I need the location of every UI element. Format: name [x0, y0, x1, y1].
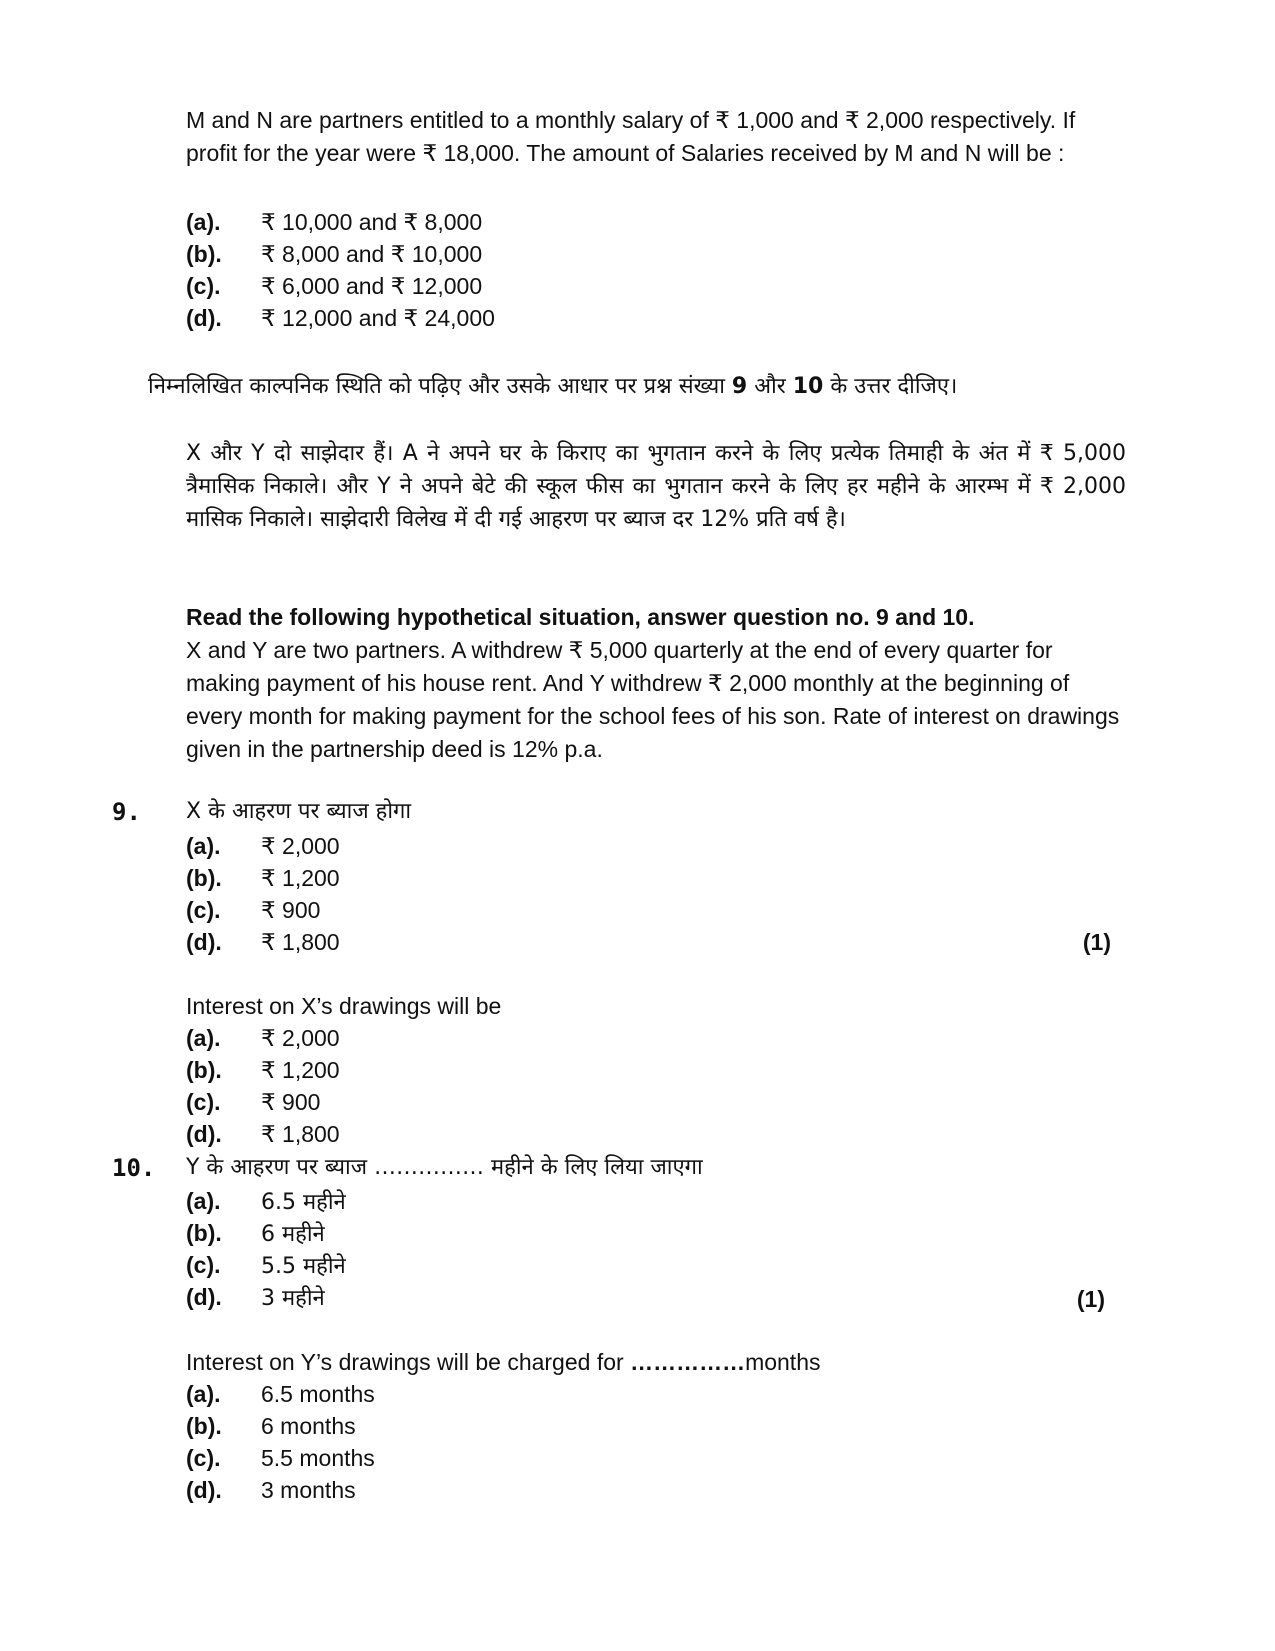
q9-number: 9. — [112, 798, 141, 826]
q9-hindi-option-c: (c). ₹ 900 — [186, 897, 321, 923]
q9-english-option-c: (c). ₹ 900 — [186, 1089, 321, 1115]
q10-english-option-b: (b). 6 months — [186, 1413, 356, 1439]
q9-marks: (1) — [1082, 929, 1111, 955]
q9-hindi-option-b: (b). ₹ 1,200 — [186, 865, 340, 891]
case-hindi-body: X और Y दो साझेदार हैं। A ने अपने घर के किराए का भुगतान करने के लिए प्रत्येक तिमाही के अंत में ₹ 5,000 त्रैमासिक निकाले। और Y ने अपने बेटे की स्कूल फीस का भुगतान करने के लिए हर महीने के आरम्भ में ₹ 2,000 मासिक निकाले। साझेदारी विलेख में दी गई आहरण पर ब्याज दर 12% प्रति वर्ष है। — [186, 441, 1126, 532]
q10-number: 10. — [112, 1154, 156, 1182]
q10-hindi-option-a: (a). 6.5 महीने — [186, 1188, 346, 1215]
q10-english-option-a: (a). 6.5 months — [186, 1381, 375, 1407]
q10-hindi-option-c: (c). 5.5 महीने — [186, 1252, 346, 1279]
q9-english-question: Interest on X’s drawings will be — [186, 993, 502, 1019]
q9-hindi-option-a: (a). ₹ 2,000 — [186, 833, 340, 859]
q10-english-option-d: (d). 3 months — [186, 1477, 356, 1503]
q8-option-d: (d). ₹ 12,000 and ₹ 24,000 — [186, 305, 495, 331]
q8-option-b: (b). ₹ 8,000 and ₹ 10,000 — [186, 241, 483, 267]
q8-option-c: (c). ₹ 6,000 and ₹ 12,000 — [186, 273, 483, 299]
case-hindi-intro: निम्नलिखित काल्पनिक स्थिति को पढ़िए और उसके आधार पर प्रश्न संख्या 9 और 10 के उत्तर दीजिए। — [148, 374, 958, 399]
q10-hindi-option-b: (b). 6 महीने — [186, 1220, 325, 1247]
q8-option-a: (a). ₹ 10,000 and ₹ 8,000 — [186, 209, 483, 235]
q9-english-option-a: (a). ₹ 2,000 — [186, 1025, 340, 1051]
q8-question-text: M and N are partners entitled to a monthly salary of ₹ 1,000 and ₹ 2,000 respectively. If profit for the year were ₹ 18,000. The amount of Salaries received by M and N will be : — [186, 107, 1076, 166]
case-english-heading: Read the following hypothetical situation, answer question no. 9 and 10. — [186, 604, 975, 630]
q10-hindi-option-d: (d). 3 महीने — [186, 1284, 325, 1311]
q9-hindi-option-d: (d). ₹ 1,800 — [186, 929, 340, 955]
q10-english-option-c: (c). 5.5 months — [186, 1445, 375, 1471]
q10-hindi-question: Y के आहरण पर ब्याज …………… महीने के लिए लिया जाएगा — [186, 1155, 703, 1180]
q9-english-option-b: (b). ₹ 1,200 — [186, 1057, 340, 1083]
case-english-body: X and Y are two partners. A withdrew ₹ 5,000 quarterly at the end of every quarter for making payment of his house rent. And Y withdrew ₹ 2,000 monthly at the beginning of every month for making payment for the school fees of his son. Rate of interest on drawings given in the partnership deed is 12% p.a. — [186, 637, 1120, 762]
q10-english-question: Interest on Y’s drawings will be charged for ……………months — [186, 1349, 821, 1375]
q9-english-option-d: (d). ₹ 1,800 — [186, 1121, 340, 1147]
q9-hindi-question: X के आहरण पर ब्याज होगा — [186, 799, 412, 824]
q10-marks: (1) — [1076, 1286, 1105, 1312]
